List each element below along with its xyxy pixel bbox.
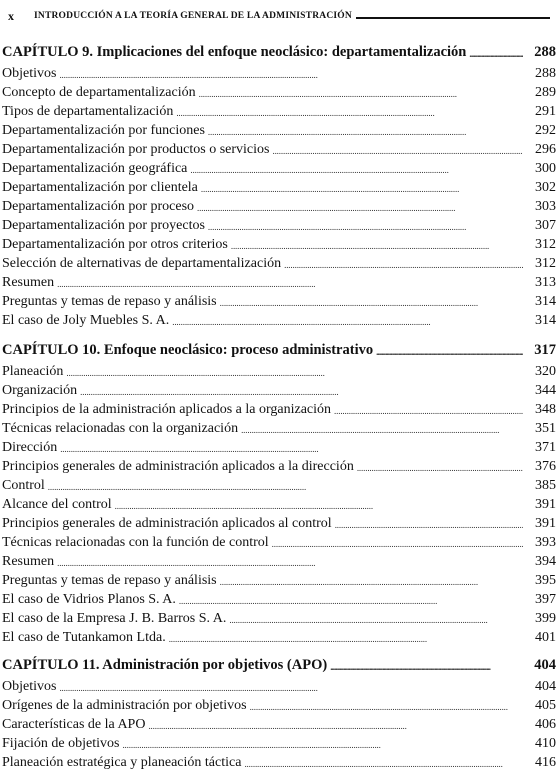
entry-page-number: 348 (535, 402, 556, 417)
dot-leader (220, 296, 523, 311)
toc-entry (2, 362, 556, 381)
chapter-page-number: 404 (534, 657, 556, 673)
running-header (8, 8, 550, 24)
entry-label: Dirección (2, 440, 58, 455)
toc-entry (2, 476, 556, 495)
chapter-9-block (2, 40, 556, 330)
entry-page-number: 288 (535, 66, 556, 81)
toc-entry (2, 438, 556, 457)
dot-leader (115, 499, 523, 514)
entry-page-number: 291 (535, 104, 556, 119)
toc-entry (2, 102, 556, 121)
dot-leader (250, 700, 523, 715)
toc-entry (2, 311, 556, 330)
entry-page-number: 344 (535, 383, 556, 398)
entry-page-number: 320 (535, 364, 556, 379)
page-number: x (8, 8, 14, 23)
toc-entry (2, 609, 556, 628)
entry-label: Fijación de objetivos (2, 736, 120, 751)
dot-leader (122, 738, 523, 753)
entry-label: Preguntas y temas de repaso y análisis (2, 573, 217, 588)
entry-label: Departamentalización por otros criterios (2, 237, 228, 252)
toc-entry (2, 83, 556, 102)
entry-label: Departamentalización por clientela (2, 180, 198, 195)
header-title: INTRODUCCIÓN A LA TEORÍA GENERAL DE LA ADMINISTRACIÓN (34, 11, 352, 21)
dot-leader (48, 480, 523, 495)
entry-page-number: 391 (535, 516, 556, 531)
entry-label: Control (2, 478, 45, 493)
entry-label: Departamentalización geográfica (2, 161, 188, 176)
chapter-10-block (2, 338, 556, 647)
dot-leader (57, 277, 523, 292)
dot-leader (190, 163, 523, 178)
toc-entry (2, 273, 556, 292)
entry-label: Objetivos (2, 66, 57, 81)
dot-leader (208, 125, 523, 140)
dot-leader (199, 87, 523, 102)
entry-page-number: 371 (535, 440, 556, 455)
entry-label: Planeación (2, 364, 64, 379)
entry-label: Objetivos (2, 679, 57, 694)
dot-leader (469, 47, 523, 62)
entry-page-number: 399 (535, 611, 556, 626)
chapter-page-number: 288 (534, 44, 556, 60)
dot-leader (376, 345, 523, 360)
toc-entry (2, 381, 556, 400)
dot-leader (208, 220, 523, 235)
entry-label: Principios generales de administración aplicados al control (2, 516, 332, 531)
entry-page-number: 312 (535, 256, 556, 271)
entry-page-number: 300 (535, 161, 556, 176)
entry-page-number: 406 (535, 717, 556, 732)
entry-label: Organización (2, 383, 78, 398)
entry-page-number: 314 (535, 313, 556, 328)
dot-leader (57, 556, 523, 571)
toc-entry (2, 400, 556, 419)
toc-entry (2, 696, 556, 715)
chapter-title: CAPÍTULO 9. Implicaciones del enfoque neoclásico: departamentalización (2, 44, 467, 60)
entry-label: Departamentalización por funciones (2, 123, 205, 138)
entry-page-number: 416 (535, 755, 556, 770)
toc-entry (2, 197, 556, 216)
entry-label: Principios generales de administración aplicados a la dirección (2, 459, 354, 474)
entry-page-number: 397 (535, 592, 556, 607)
dot-leader (357, 461, 523, 476)
entry-page-number: 405 (535, 698, 556, 713)
toc-entry (2, 419, 556, 438)
dot-leader (59, 681, 523, 696)
dot-leader (176, 106, 523, 121)
dot-leader (172, 315, 523, 330)
entry-label: Planeación estratégica y planeación táctica (2, 755, 242, 770)
toc-entry (2, 734, 556, 753)
toc-entry (2, 495, 556, 514)
entry-label: Preguntas y temas de repaso y análisis (2, 294, 217, 309)
entry-label: Orígenes de la administración por objetivos (2, 698, 247, 713)
entry-page-number: 401 (535, 630, 556, 645)
chapter-page-number: 317 (534, 342, 556, 358)
entry-page-number: 376 (535, 459, 556, 474)
entry-page-number: 351 (535, 421, 556, 436)
dot-leader (60, 442, 523, 457)
chapter-heading (2, 338, 556, 360)
header-rule (356, 17, 550, 19)
entry-label: Alcance del control (2, 497, 112, 512)
toc-entry (2, 514, 556, 533)
dot-leader (284, 258, 523, 273)
entry-page-number: 289 (535, 85, 556, 100)
entry-page-number: 395 (535, 573, 556, 588)
dot-leader (241, 423, 523, 438)
toc-entry (2, 628, 556, 647)
entry-page-number: 312 (535, 237, 556, 252)
toc-entry (2, 677, 556, 696)
entry-label: Departamentalización por productos o servicios (2, 142, 270, 157)
entry-page-number: 292 (535, 123, 556, 138)
chapter-title: CAPÍTULO 10. Enfoque neoclásico: proceso administrativo (2, 342, 374, 358)
toc-entry (2, 571, 556, 590)
entry-page-number: 307 (535, 218, 556, 233)
dot-leader (220, 575, 523, 590)
dot-leader (66, 366, 523, 381)
entry-page-number: 410 (535, 736, 556, 751)
entry-label: Características de la APO (2, 717, 146, 732)
toc-entry (2, 235, 556, 254)
entry-label: Tipos de departamentalización (2, 104, 174, 119)
entry-page-number: 313 (535, 275, 556, 290)
entry-page-number: 296 (535, 142, 556, 157)
entry-page-number: 394 (535, 554, 556, 569)
entry-label: Departamentalización por proceso (2, 199, 195, 214)
entry-label: El caso de Tutankamon Ltda. (2, 630, 166, 645)
entry-label: Técnicas relacionadas con la función de control (2, 535, 269, 550)
chapter-heading (2, 40, 556, 62)
dot-leader (330, 660, 523, 675)
dot-leader (179, 594, 523, 609)
entry-page-number: 404 (535, 679, 556, 694)
entry-label: Técnicas relacionadas con la organización (2, 421, 239, 436)
entry-label: Principios de la administración aplicados a la organización (2, 402, 332, 417)
dot-leader (59, 68, 523, 83)
toc-entry (2, 590, 556, 609)
entry-page-number: 302 (535, 180, 556, 195)
dot-leader (334, 404, 523, 419)
toc-entry (2, 552, 556, 571)
entry-page-number: 303 (535, 199, 556, 214)
toc-entry (2, 292, 556, 311)
entry-page-number: 391 (535, 497, 556, 512)
dot-leader (335, 518, 523, 533)
entry-label: Selección de alternativas de departamentalización (2, 256, 282, 271)
entry-label: El caso de la Empresa J. B. Barros S. A. (2, 611, 227, 626)
toc-entry (2, 254, 556, 273)
dot-leader (197, 201, 523, 216)
toc-entry (2, 121, 556, 140)
dot-leader (231, 239, 523, 254)
chapter-title: CAPÍTULO 11. Administración por objetivos (APO) (2, 657, 328, 673)
toc-entry (2, 216, 556, 235)
toc-entry (2, 533, 556, 552)
entry-page-number: 393 (535, 535, 556, 550)
toc-entry (2, 64, 556, 83)
dot-leader (148, 719, 523, 734)
toc-entry (2, 159, 556, 178)
entry-label: El caso de Joly Muebles S. A. (2, 313, 170, 328)
chapter-11-block (2, 653, 556, 772)
toc-entry (2, 140, 556, 159)
entry-page-number: 385 (535, 478, 556, 493)
dot-leader (272, 144, 523, 159)
entry-label: Concepto de departamentalización (2, 85, 196, 100)
dot-leader (229, 613, 523, 628)
entry-label: Resumen (2, 554, 55, 569)
chapter-heading (2, 653, 556, 675)
toc-entry (2, 457, 556, 476)
dot-leader (169, 632, 523, 647)
dot-leader (201, 182, 523, 197)
dot-leader (272, 537, 523, 552)
toc-entry (2, 715, 556, 734)
toc-entry (2, 178, 556, 197)
entry-label: Departamentalización por proyectos (2, 218, 205, 233)
entry-page-number: 314 (535, 294, 556, 309)
entry-label: El caso de Vidrios Planos S. A. (2, 592, 176, 607)
toc-entry (2, 753, 556, 772)
entry-label: Resumen (2, 275, 55, 290)
dot-leader (80, 385, 523, 400)
